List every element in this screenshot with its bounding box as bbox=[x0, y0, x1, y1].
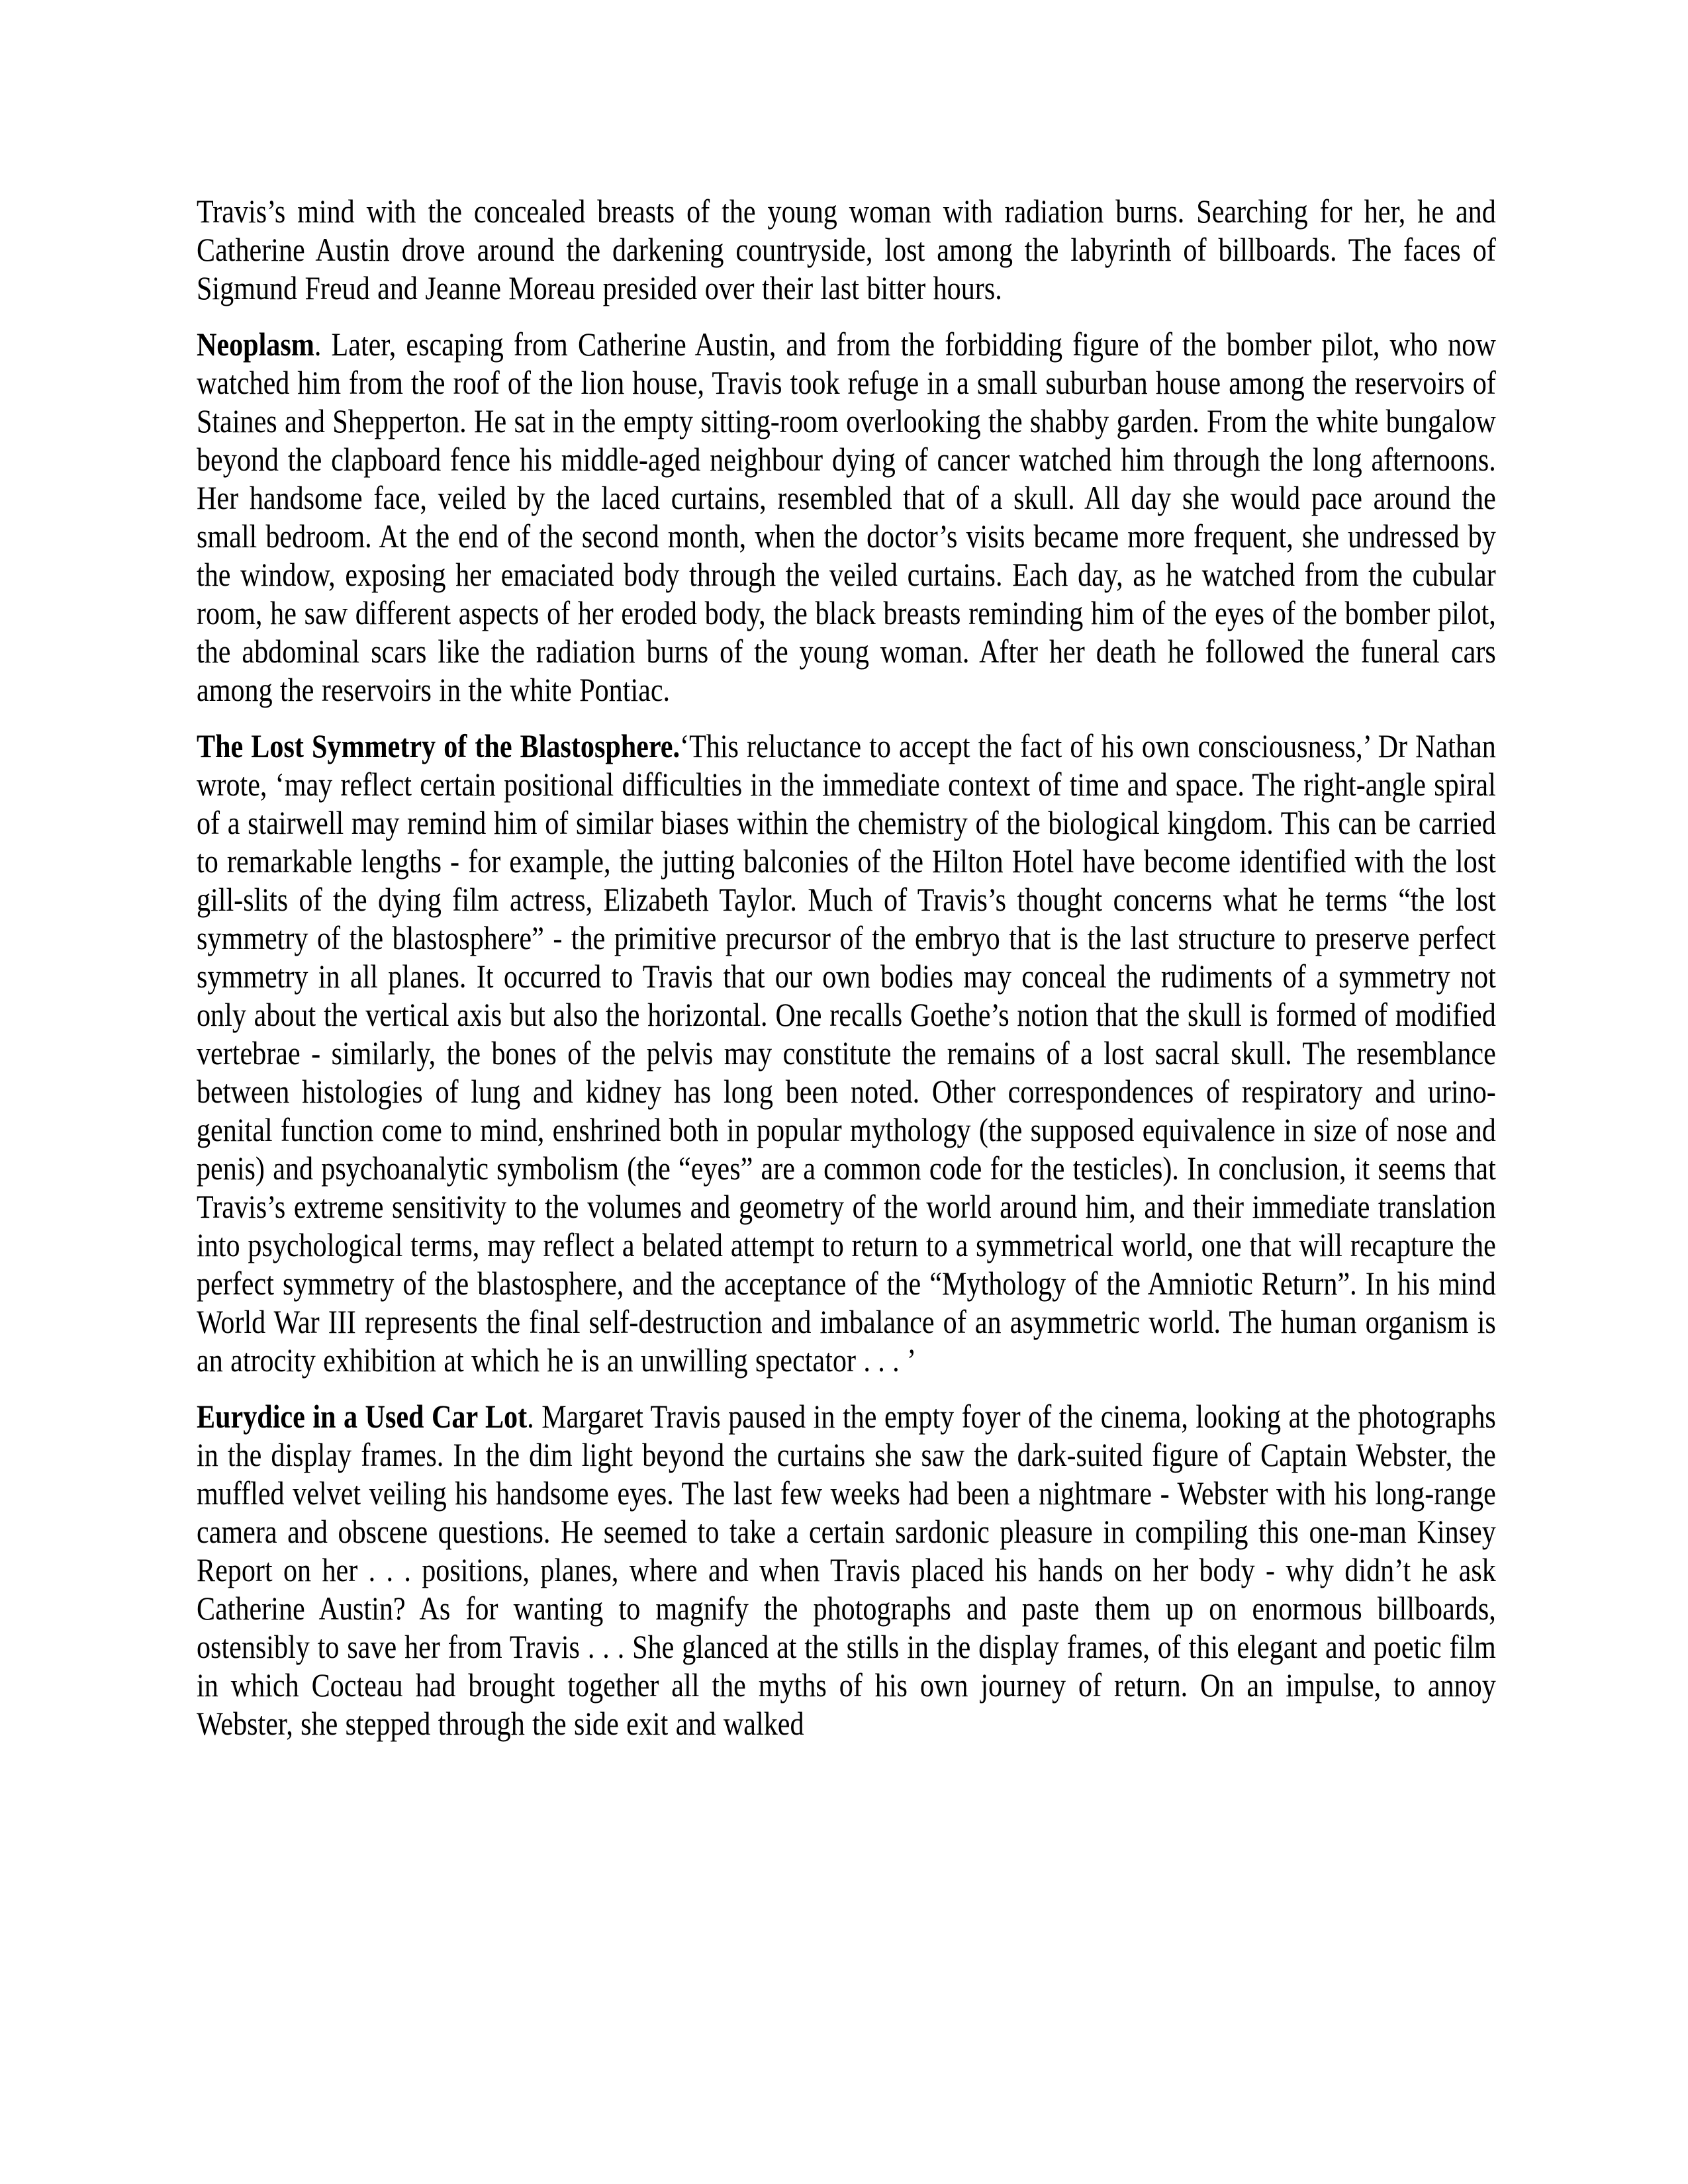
paragraph-lead-neoplasm: Neoplasm bbox=[197, 326, 314, 363]
paragraph-continuation bbox=[197, 192, 1496, 307]
paragraph-text: ‘This reluctance to accept the fact of his own consciousness,’ Dr Nathan wrote, ‘may reflect certain positional difficulties in the immediate context of time and space. The right-angle spiral of a stairwell may remind him of similar biases within the chemistry of the biological kingdom. This can be carried to remarkable lengths - for example, the jutting balconies of the Hilton Hotel have become identified with the lost gill-slits of the dying film actress, Elizabeth Taylor. Much of Travis’s thought concerns what he terms “the lost symmetry of the blastosphere” - the primitive precursor of the embryo that is the last structure to preserve perfect symmetry in all planes. It occurred to Travis that our own bodies may conceal the rudiments of a symmetry not only about the vertical axis but also the horizontal. One recalls Goethe’s notion that the skull is formed of modified vertebrae - similarly, the bones of the pelvis may constitute the remains of a lost sacral skull. The resemblance between histologies of lung and kidney has long been noted. Other correspondences of respiratory and urino-genital function come to mind, enshrined both in popular mythology (the supposed equivalence in size of nose and penis) and psychoanalytic symbolism (the “eyes” are a common code for the testicles). In conclusion, it seems that Travis’s extreme sensitivity to the volumes and geometry of the world around him, and their immediate translation into psychological terms, may reflect a belated attempt to return to a symmetrical world, one that will recapture the perfect symmetry of the blastosphere, and the acceptance of the “Mythology of the Amniotic Return”. In his mind World War III represents the final self-destruction and imbalance of an asymmetric world. The human organism is an atrocity exhibition at which he is an unwilling spectator . . . ’ bbox=[197, 727, 1496, 1379]
paragraph-text: . Later, escaping from Catherine Austin, and from the forbidding figure of the bomber pilot, who now watched him from the roof of the lion house, Travis took refuge in a small suburban house among the reservoirs of Staines and Shepperton. He sat in the empty sitting-room overlooking the shabby garden. From the white bungalow beyond the clapboard fence his middle-aged neighbour dying of cancer watched him through the long afternoons. Her handsome face, veiled by the laced curtains, resembled that of a skull. All day she would pace around the small bedroom. At the end of the second month, when the doctor’s visits became more frequent, she undressed by the window, exposing her emaciated body through the veiled curtains. Each day, as he watched from the cubular room, he saw different aspects of her eroded body, the black breasts reminding him of the eyes of the bomber pilot, the abdominal scars like the radiation burns of the young woman. After her death he followed the funeral cars among the reservoirs in the white Pontiac. bbox=[197, 326, 1496, 708]
paragraph-lead-lost-symmetry: The Lost Symmetry of the Blastosphere. bbox=[197, 727, 680, 764]
paragraph-lost-symmetry bbox=[197, 727, 1496, 1379]
paragraph-neoplasm bbox=[197, 325, 1496, 709]
paragraph-eurydice bbox=[197, 1397, 1496, 1743]
paragraph-text: Travis’s mind with the concealed breasts of the young woman with radiation burns. Searching for her, he and Catherine Austin drove around the darkening countryside, lost among the labyrinth of billboards. The faces of Sigmund Freud and Jeanne Moreau presided over their last bitter hours. bbox=[197, 193, 1496, 306]
paragraph-text: . Margaret Travis paused in the empty foyer of the cinema, looking at the photographs in the display frames. In the dim light beyond the curtains she saw the dark-suited figure of Captain Webster, the muffled velvet veiling his handsome eyes. The last few weeks had been a nightmare - Webster with his long-range camera and obscene questions. He seemed to take a certain sardonic pleasure in compiling this one-man Kinsey Report on her . . . positions, planes, where and when Travis placed his hands on her body - why didn’t he ask Catherine Austin? As for wanting to magnify the photographs and paste them up on enormous billboards, ostensibly to save her from Travis . . . She glanced at the stills in the display frames, of this elegant and poetic film in which Cocteau had brought together all the myths of his own journey of return. On an impulse, to annoy Webster, she stepped through the side exit and walked bbox=[197, 1398, 1496, 1742]
text-column bbox=[197, 192, 1496, 1743]
paragraph-lead-eurydice: Eurydice in a Used Car Lot bbox=[197, 1398, 528, 1435]
